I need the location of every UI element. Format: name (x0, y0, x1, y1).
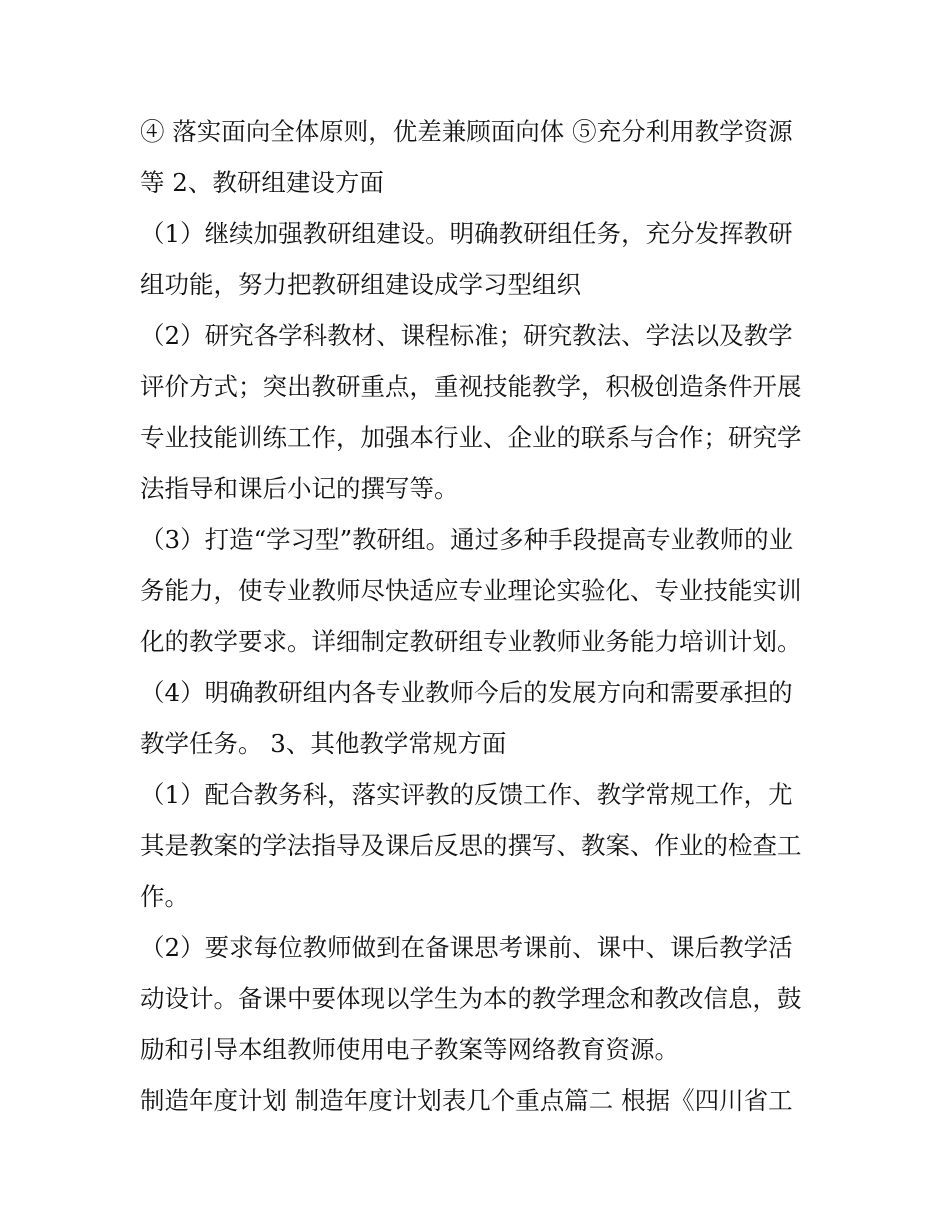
text-line: 教学任务。 3、其他教学常规方面 (140, 729, 507, 758)
text-line: （4）明确教研组内各专业教师今后的发展方向和需要承担的 (140, 678, 793, 707)
text-line: （3）打造“学习型”教研组。通过多种手段提高专业教师的业 (140, 525, 794, 554)
text-line: 评价方式；突出教研重点，重视技能教学，积极创造条件开展 (140, 372, 802, 401)
text-line: 等 2、教研组建设方面 (140, 168, 384, 197)
text-line: 专业技能训练工作，加强本行业、企业的联系与合作；研究学 (140, 423, 802, 452)
document-body (140, 106, 830, 1126)
text-line: （2）要求每位教师做到在备课思考课前、课中、课后教学活 (140, 933, 793, 962)
text-line: ④ 落实面向全体原则，优差兼顾面向体 ⑤充分利用教学资源 (140, 117, 793, 146)
text-line: （1）配合教务科，落实评教的反馈工作、教学常规工作，尤 (140, 780, 793, 809)
text-line: 制造年度计划 制造年度计划表几个重点篇二 根据《四川省工 (140, 1086, 793, 1115)
text-line: 作。 (140, 882, 189, 911)
text-line: 法指导和课后小记的撰写等。 (140, 474, 459, 503)
text-line: 组功能，努力把教研组建设成学习型组织 (140, 270, 581, 299)
text-line: （1）继续加强教研组建设。明确教研组任务，充分发挥教研 (140, 219, 793, 248)
text-line: 其是教案的学法指导及课后反思的撰写、教案、作业的检查工 (140, 831, 802, 860)
text-line: 化的教学要求。详细制定教研组专业教师业务能力培训计划。 (140, 627, 802, 656)
text-line: 务能力，使专业教师尽快适应专业理论实验化、专业技能实训 (140, 576, 802, 605)
text-line: 动设计。备课中要体现以学生为本的教学理念和教改信息，鼓 (140, 984, 802, 1013)
text-line: 励和引导本组教师使用电子教案等网络教育资源。 (140, 1035, 679, 1064)
text-line: （2）研究各学科教材、课程标准；研究教法、学法以及教学 (140, 321, 793, 350)
